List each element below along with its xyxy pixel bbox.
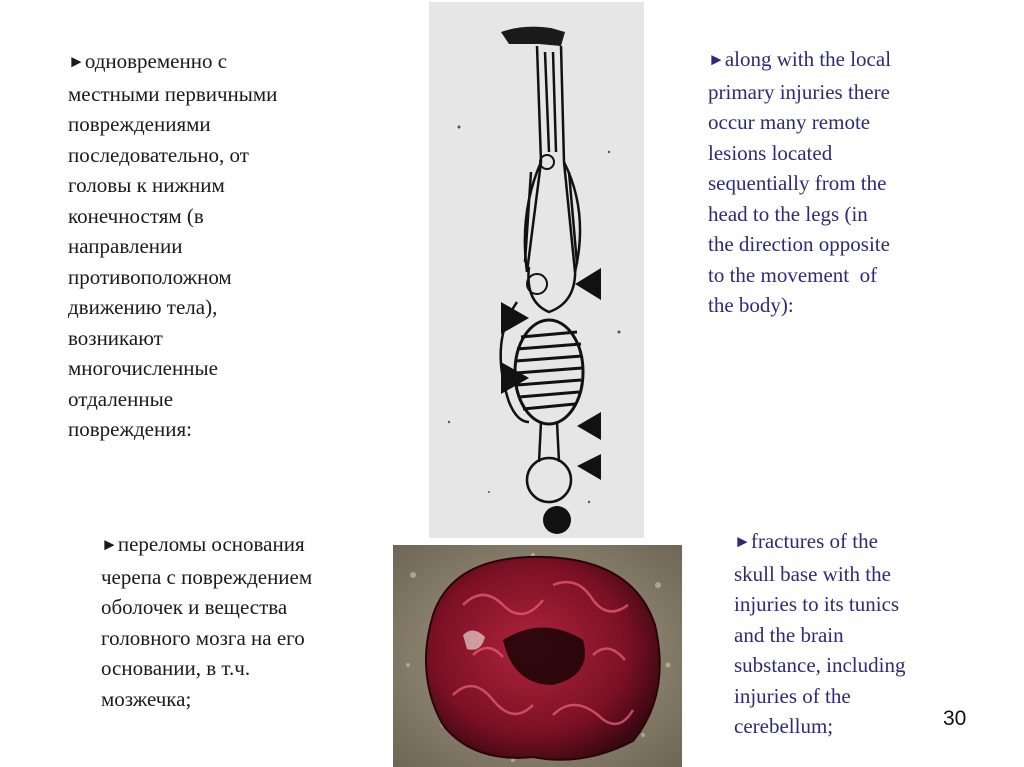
russian-text-block-skull-fractures	[101, 529, 312, 714]
text-line: конечностям (в	[68, 203, 204, 228]
text-line: повреждения:	[68, 417, 192, 441]
text-line: ►fractures of the	[734, 529, 878, 553]
text-line: основании, в т.ч.	[101, 656, 251, 680]
text-line: the body):	[708, 293, 794, 317]
text-line: cerebellum;	[734, 714, 834, 738]
text-line: ►одновременно с	[68, 49, 228, 73]
text-line: оболочек и вещества	[101, 595, 288, 619]
text-line: to the movement of	[708, 262, 878, 287]
arrow-icon	[577, 412, 601, 440]
text-line: lesions located	[708, 140, 833, 165]
text-line: substance, including	[734, 653, 906, 677]
brain-specimen-photo	[393, 545, 682, 767]
impact-arrows	[501, 268, 601, 480]
brain-illustration	[393, 545, 682, 767]
text-line: injuries to its tunics	[734, 592, 900, 616]
text-line: occur many remote	[708, 110, 871, 134]
bullet-arrow-icon: ►	[734, 532, 751, 551]
text-line: ►переломы основания	[101, 532, 305, 556]
text-line: the direction opposite	[708, 232, 890, 256]
text-line: ►along with the local	[708, 47, 892, 71]
text-line: многочисленные	[68, 356, 218, 380]
skeleton-illustration	[429, 2, 644, 538]
arrow-icon	[575, 268, 601, 300]
neck-outline	[539, 422, 559, 462]
text-line: skull base with the	[734, 561, 891, 586]
bullet-arrow-icon: ►	[708, 50, 725, 69]
text-line: местными первичными	[68, 81, 278, 106]
text-line: движению тела),	[68, 295, 218, 319]
page-number: 30	[943, 707, 967, 730]
bullet-arrow-icon: ►	[101, 535, 118, 554]
english-text-block-remote-injuries	[708, 44, 891, 321]
inverted-skeleton-diagram	[429, 2, 644, 538]
text-line: противоположном	[68, 264, 232, 289]
arrow-icon	[577, 454, 601, 480]
text-line: primary injuries there	[708, 79, 890, 104]
text-line: мозжечка;	[101, 686, 192, 711]
head-impact-ball	[543, 506, 571, 534]
text-line: sequentially from the	[708, 171, 887, 195]
text-line: направлении	[68, 234, 183, 258]
russian-text-block-remote-injuries	[68, 46, 277, 445]
text-line: головного мозга на его	[101, 625, 305, 650]
ribs	[516, 332, 582, 409]
skull-outline	[527, 458, 571, 502]
text-line: головы к нижним	[68, 173, 225, 197]
bullet-arrow-icon: ►	[68, 52, 85, 71]
text-line: черепа с повреждением	[101, 564, 313, 589]
text-line: возникают	[68, 325, 163, 350]
feet-shape	[501, 27, 565, 46]
text-line: head to the legs (in	[708, 201, 868, 226]
text-line: injuries of the	[734, 683, 851, 708]
english-text-block-skull-fractures	[734, 526, 905, 742]
text-line: повреждениями	[68, 112, 211, 136]
text-line: последовательно, от	[68, 142, 249, 167]
text-line: отдаленные	[68, 386, 174, 411]
text-line: and the brain	[734, 622, 844, 647]
